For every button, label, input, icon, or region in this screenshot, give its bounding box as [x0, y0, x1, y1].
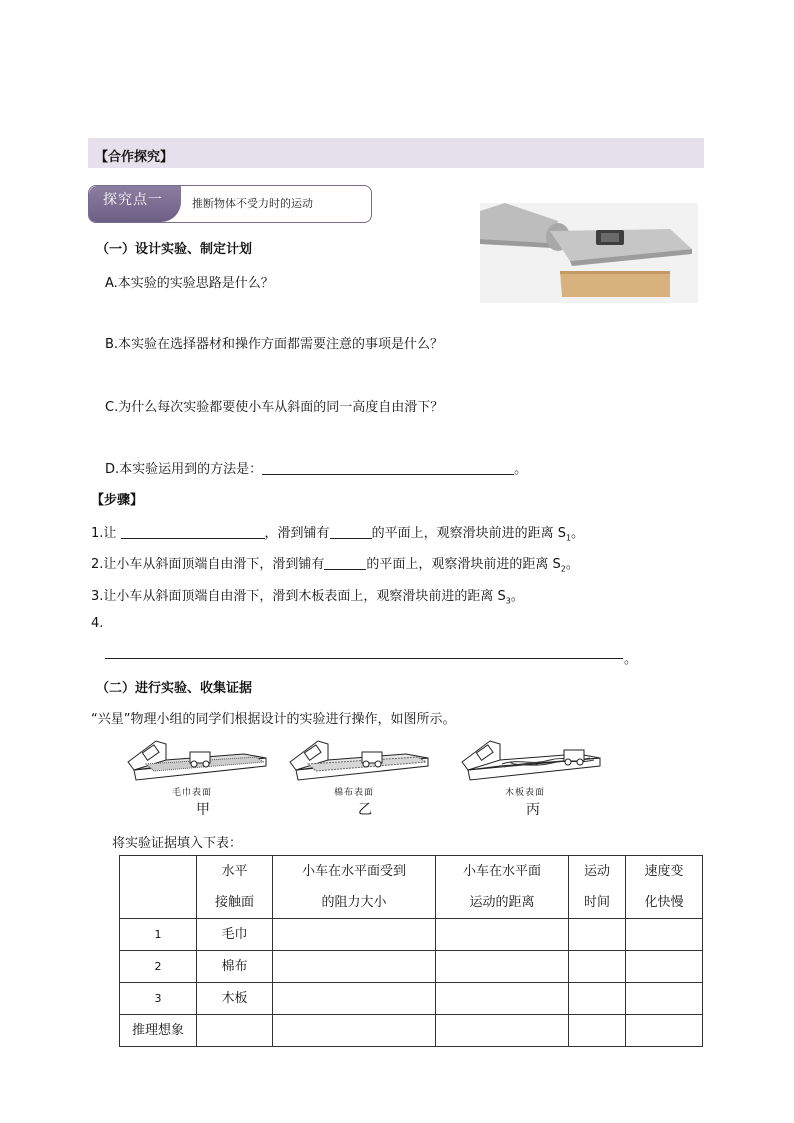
table-intro: 将实验证据填入下表： — [112, 836, 243, 851]
cell-distance[interactable] — [436, 1015, 569, 1047]
question-c: C.为什么每次实验都要使小车从斜面的同一高度自由滑下？ — [105, 400, 444, 415]
cell-time[interactable] — [569, 1015, 626, 1047]
figure-cotton-name: 乙 — [358, 802, 372, 818]
step-1-end: 。 — [571, 526, 585, 541]
table-header-distance: 小车在水平面 运动的距离 — [436, 856, 569, 919]
step-3-subscript: 3 — [505, 596, 511, 606]
step-2 — [91, 553, 579, 574]
part2-intro: “兴星”物理小组的同学们根据设计的实验进行操作，如图所示。 — [91, 712, 456, 727]
step-1-subscript: 1 — [565, 533, 572, 543]
figure-wood — [460, 738, 604, 788]
question-b: B.本实验在选择器材和操作方面都需要注意的事项是什么？ — [105, 337, 444, 352]
step-2-subscript: 2 — [560, 564, 566, 574]
step-3-end: 。 — [510, 589, 524, 604]
topic-box — [88, 185, 372, 223]
table-row — [120, 983, 703, 1015]
evidence-table — [119, 855, 703, 1047]
figure-towel — [126, 738, 270, 788]
question-d — [105, 458, 527, 477]
cell-time[interactable] — [569, 951, 626, 983]
step-2-text-a: 2.让小车从斜面顶端自由滑下，滑到铺有 — [91, 557, 325, 572]
step-2-blank-material[interactable] — [324, 555, 366, 570]
step-1-blank-material[interactable] — [330, 524, 372, 539]
cell-speed-change[interactable] — [626, 1015, 703, 1047]
cell-speed-change[interactable] — [626, 951, 703, 983]
topic-tag — [89, 186, 181, 222]
figure-wood-name: 丙 — [526, 802, 540, 818]
part2-heading: （二）进行实验、收集证据 — [96, 681, 253, 696]
cell-speed-change[interactable] — [626, 983, 703, 1015]
figure-cotton — [288, 738, 432, 788]
question-a: A.本实验的实验思路是什么？ — [105, 276, 274, 291]
table-header-time: 运动 时间 — [569, 856, 626, 919]
step-1 — [91, 522, 584, 543]
step-3-text: 3.让小车从斜面顶端自由滑下，滑到木板表面上，观察滑块前进的距离 S — [91, 589, 506, 604]
step-2-end: 。 — [565, 557, 579, 572]
cell-time[interactable] — [569, 919, 626, 951]
cell-resistance[interactable] — [273, 1015, 436, 1047]
part1-heading: （一）设计实验、制定计划 — [96, 242, 253, 257]
question-d-suffix: 。 — [514, 462, 528, 477]
step-4-number: 4. — [91, 616, 104, 631]
row-surface: 木板 — [197, 983, 273, 1015]
cell-distance[interactable] — [436, 983, 569, 1015]
step-1-blank-action[interactable] — [121, 524, 265, 539]
figure-wood-caption: 木板表面 — [505, 788, 546, 798]
step-1-text-c: 的平面上，观察滑块前进的距离 S — [371, 526, 566, 541]
steps-heading: 【步骤】 — [91, 493, 144, 508]
figure-towel-name: 甲 — [196, 802, 210, 818]
step-4-end: 。 — [624, 652, 638, 667]
table-row — [120, 919, 703, 951]
cell-resistance[interactable] — [273, 951, 436, 983]
row-surface: 毛巾 — [197, 919, 273, 951]
figure-towel-caption: 毛巾表面 — [172, 788, 213, 798]
method-blank[interactable] — [262, 460, 514, 475]
section-header-bar — [88, 138, 704, 168]
row-number: 1 — [120, 919, 197, 951]
table-header-empty — [120, 856, 197, 919]
section-title: 【合作探究】 — [95, 150, 174, 165]
cell-speed-change[interactable] — [626, 919, 703, 951]
table-row — [120, 951, 703, 983]
step-1-text-b: ，滑到铺有 — [264, 526, 330, 541]
question-d-prefix: D.本实验运用到的方法是： — [105, 462, 263, 477]
row-number: 3 — [120, 983, 197, 1015]
apparatus-photo — [480, 203, 698, 303]
topic-tag-label: 探究点一 — [103, 192, 163, 208]
cell-time[interactable] — [569, 983, 626, 1015]
table-header-surface: 水平 接触面 — [197, 856, 273, 919]
row-label-inference: 推理想象 — [120, 1015, 197, 1047]
cell-resistance[interactable] — [273, 983, 436, 1015]
step-4-blank[interactable] — [105, 644, 623, 659]
cell-resistance[interactable] — [273, 919, 436, 951]
topic-text: 推断物体不受力时的运动 — [192, 197, 313, 210]
table-header-speed-change: 速度变 化快慢 — [626, 856, 703, 919]
row-number: 2 — [120, 951, 197, 983]
step-1-text-a: 1.让 — [91, 526, 121, 541]
row-surface: 棉布 — [197, 951, 273, 983]
table-header-row — [120, 856, 703, 919]
table-header-resistance: 小车在水平面受到 的阻力大小 — [273, 856, 436, 919]
step-3 — [91, 585, 524, 606]
table-row — [120, 1015, 703, 1047]
cell-distance[interactable] — [436, 951, 569, 983]
row-surface[interactable] — [197, 1015, 273, 1047]
cell-distance[interactable] — [436, 919, 569, 951]
step-2-text-b: 的平面上，观察滑块前进的距离 S — [366, 557, 561, 572]
figure-cotton-caption: 棉布表面 — [334, 788, 375, 798]
